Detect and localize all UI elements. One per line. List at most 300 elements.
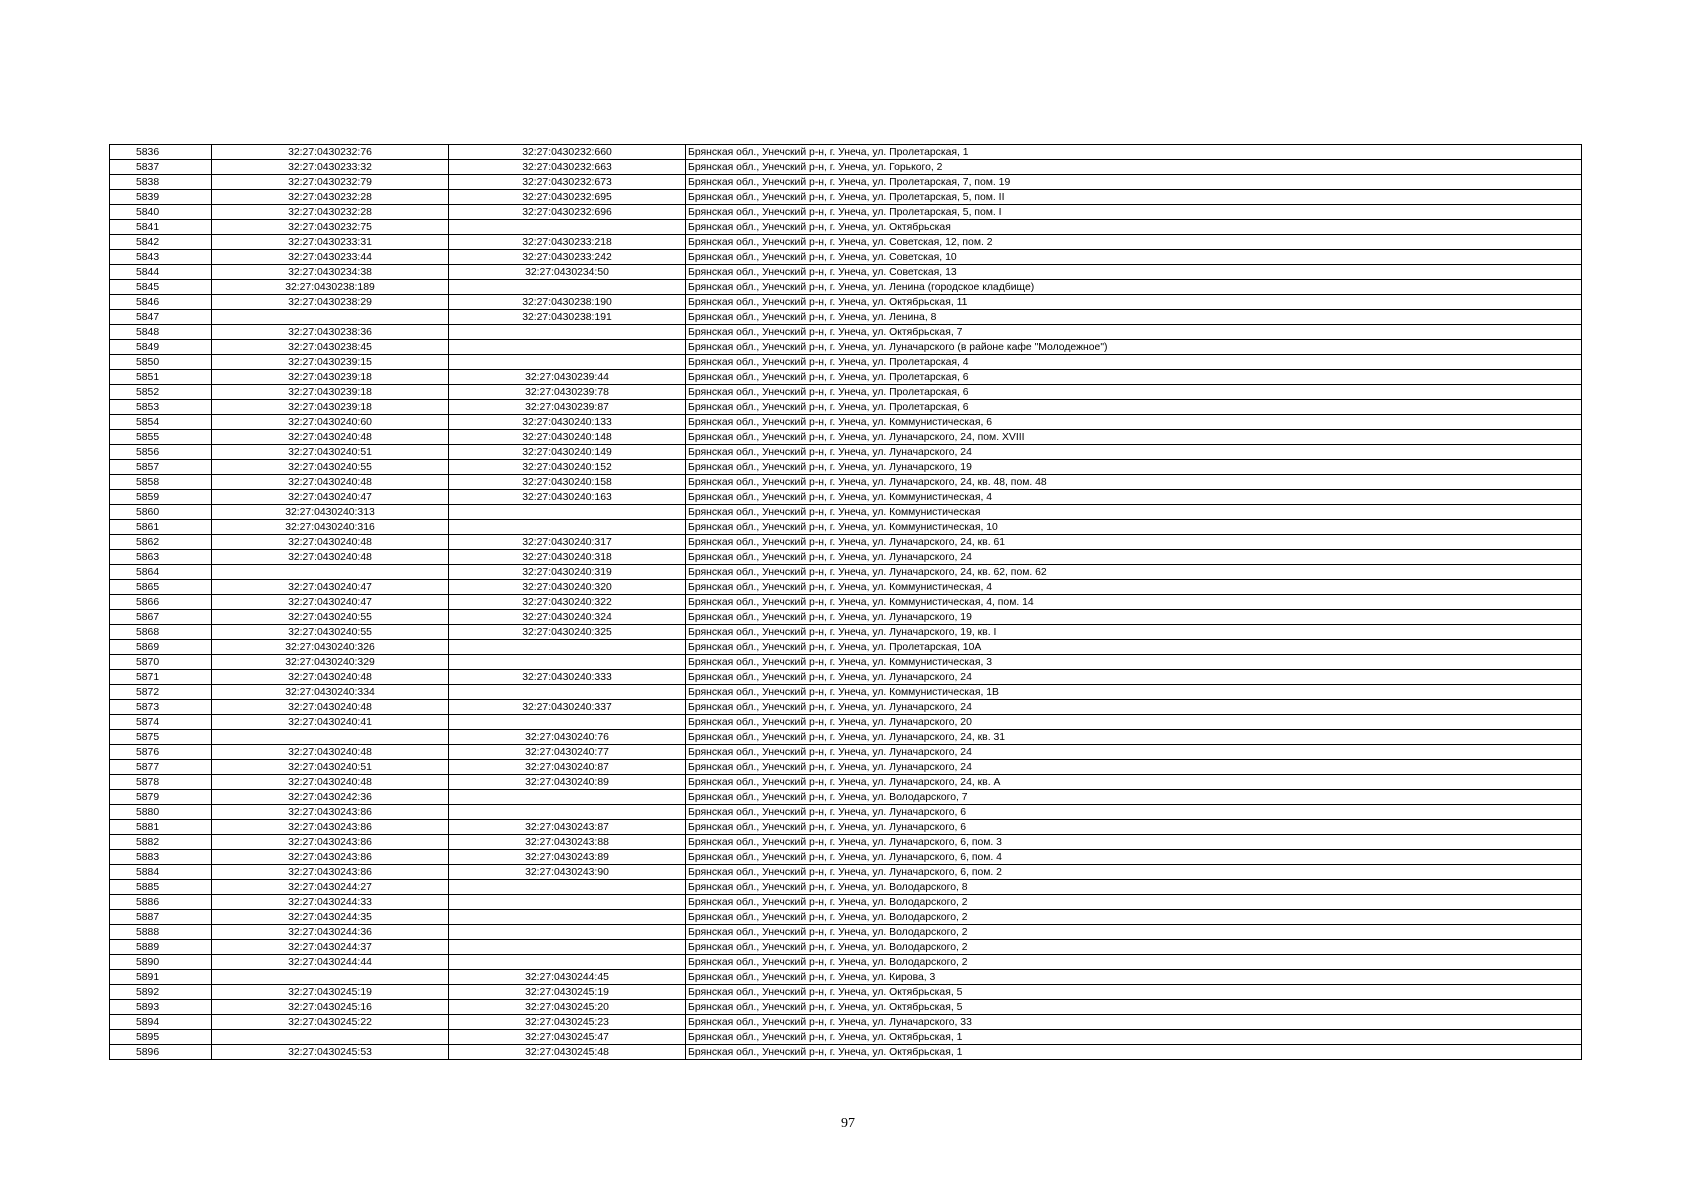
building-cadastral-number-cell [449,520,686,535]
address-cell: Брянская обл., Унечский р-н, г. Унеча, ул. Луначарского, 24, кв. 62, пом. 62 [686,565,1582,580]
table-row [110,490,1582,505]
row-number-cell: 5873 [110,700,212,715]
land-plot-cadastral-number-cell: 32:27:0430238:189 [212,280,449,295]
land-plot-cadastral-number-cell: 32:27:0430240:48 [212,430,449,445]
land-plot-cadastral-number-cell: 32:27:0430244:27 [212,880,449,895]
row-number-cell: 5880 [110,805,212,820]
address-cell: Брянская обл., Унечский р-н, г. Унеча, ул. Кирова, 3 [686,970,1582,985]
row-number-cell: 5871 [110,670,212,685]
row-number-cell: 5882 [110,835,212,850]
land-plot-cadastral-number-cell: 32:27:0430239:18 [212,370,449,385]
row-number-cell: 5889 [110,940,212,955]
building-cadastral-number-cell: 32:27:0430245:48 [449,1045,686,1060]
table-row [110,580,1582,595]
table-row [110,310,1582,325]
table-row [110,850,1582,865]
table-row [110,655,1582,670]
row-number-cell: 5893 [110,1000,212,1015]
row-number-cell: 5869 [110,640,212,655]
address-cell: Брянская обл., Унечский р-н, г. Унеча, ул. Володарского, 8 [686,880,1582,895]
land-plot-cadastral-number-cell [212,970,449,985]
row-number-cell: 5876 [110,745,212,760]
table-row [110,820,1582,835]
row-number-cell: 5870 [110,655,212,670]
row-number-cell: 5856 [110,445,212,460]
address-cell: Брянская обл., Унечский р-н, г. Унеча, ул. Коммунистическая, 10 [686,520,1582,535]
row-number-cell: 5874 [110,715,212,730]
address-cell: Брянская обл., Унечский р-н, г. Унеча, ул. Луначарского, 33 [686,1015,1582,1030]
address-cell: Брянская обл., Унечский р-н, г. Унеча, ул. Володарского, 2 [686,955,1582,970]
land-plot-cadastral-number-cell: 32:27:0430245:22 [212,1015,449,1030]
row-number-cell: 5868 [110,625,212,640]
building-cadastral-number-cell [449,355,686,370]
table-row [110,430,1582,445]
row-number-cell: 5851 [110,370,212,385]
table-row [110,805,1582,820]
land-plot-cadastral-number-cell: 32:27:0430240:48 [212,550,449,565]
building-cadastral-number-cell [449,505,686,520]
land-plot-cadastral-number-cell [212,310,449,325]
table-row [110,955,1582,970]
building-cadastral-number-cell: 32:27:0430240:317 [449,535,686,550]
land-plot-cadastral-number-cell: 32:27:0430240:51 [212,445,449,460]
table-row [110,925,1582,940]
address-cell: Брянская обл., Унечский р-н, г. Унеча, ул. Пролетарская, 4 [686,355,1582,370]
table-row [110,835,1582,850]
address-cell: Брянская обл., Унечский р-н, г. Унеча, ул. Луначарского, 19 [686,460,1582,475]
building-cadastral-number-cell: 32:27:0430232:660 [449,145,686,160]
address-cell: Брянская обл., Унечский р-н, г. Унеча, ул. Луначарского, 24 [686,745,1582,760]
table-row [110,370,1582,385]
table-row [110,505,1582,520]
row-number-cell: 5887 [110,910,212,925]
row-number-cell: 5845 [110,280,212,295]
land-plot-cadastral-number-cell: 32:27:0430243:86 [212,820,449,835]
table-row [110,610,1582,625]
row-number-cell: 5846 [110,295,212,310]
address-cell: Брянская обл., Унечский р-н, г. Унеча, ул. Октябрьская, 1 [686,1045,1582,1060]
row-number-cell: 5892 [110,985,212,1000]
land-plot-cadastral-number-cell: 32:27:0430232:76 [212,145,449,160]
building-cadastral-number-cell: 32:27:0430239:44 [449,370,686,385]
register-table [109,144,1582,1060]
table-row [110,280,1582,295]
row-number-cell: 5883 [110,850,212,865]
address-cell: Брянская обл., Унечский р-н, г. Унеча, ул. Советская, 10 [686,250,1582,265]
building-cadastral-number-cell [449,895,686,910]
building-cadastral-number-cell [449,925,686,940]
row-number-cell: 5860 [110,505,212,520]
address-cell: Брянская обл., Унечский р-н, г. Унеча, ул. Луначарского, 24, кв. 31 [686,730,1582,745]
address-cell: Брянская обл., Унечский р-н, г. Унеча, ул. Луначарского, 6, пом. 3 [686,835,1582,850]
land-plot-cadastral-number-cell: 32:27:0430232:75 [212,220,449,235]
building-cadastral-number-cell: 32:27:0430240:318 [449,550,686,565]
building-cadastral-number-cell [449,685,686,700]
land-plot-cadastral-number-cell: 32:27:0430240:60 [212,415,449,430]
table-row [110,550,1582,565]
row-number-cell: 5849 [110,340,212,355]
table-row [110,625,1582,640]
building-cadastral-number-cell: 32:27:0430240:77 [449,745,686,760]
address-cell: Брянская обл., Унечский р-н, г. Унеча, ул. Пролетарская, 5, пом. II [686,190,1582,205]
table-row [110,640,1582,655]
row-number-cell: 5841 [110,220,212,235]
address-cell: Брянская обл., Унечский р-н, г. Унеча, ул. Октябрьская, 7 [686,325,1582,340]
land-plot-cadastral-number-cell: 32:27:0430240:48 [212,535,449,550]
building-cadastral-number-cell [449,910,686,925]
table-row [110,250,1582,265]
address-cell: Брянская обл., Унечский р-н, г. Унеча, ул. Володарского, 2 [686,940,1582,955]
building-cadastral-number-cell [449,805,686,820]
table-row [110,1045,1582,1060]
address-cell: Брянская обл., Унечский р-н, г. Унеча, ул. Советская, 12, пом. 2 [686,235,1582,250]
address-cell: Брянская обл., Унечский р-н, г. Унеча, ул. Луначарского, 24 [686,550,1582,565]
address-cell: Брянская обл., Унечский р-н, г. Унеча, ул. Луначарского, 19 [686,610,1582,625]
building-cadastral-number-cell: 32:27:0430233:218 [449,235,686,250]
table-row [110,190,1582,205]
land-plot-cadastral-number-cell: 32:27:0430233:31 [212,235,449,250]
building-cadastral-number-cell: 32:27:0430243:90 [449,865,686,880]
land-plot-cadastral-number-cell: 32:27:0430240:48 [212,700,449,715]
building-cadastral-number-cell [449,340,686,355]
building-cadastral-number-cell [449,280,686,295]
row-number-cell: 5881 [110,820,212,835]
row-number-cell: 5885 [110,880,212,895]
address-cell: Брянская обл., Унечский р-н, г. Унеча, ул. Луначарского, 6 [686,820,1582,835]
address-cell: Брянская обл., Унечский р-н, г. Унеча, ул. Луначарского, 24 [686,670,1582,685]
row-number-cell: 5839 [110,190,212,205]
land-plot-cadastral-number-cell: 32:27:0430240:313 [212,505,449,520]
address-cell: Брянская обл., Унечский р-н, г. Унеча, ул. Коммунистическая, 6 [686,415,1582,430]
row-number-cell: 5866 [110,595,212,610]
building-cadastral-number-cell: 32:27:0430239:87 [449,400,686,415]
land-plot-cadastral-number-cell: 32:27:0430244:33 [212,895,449,910]
table-row [110,340,1582,355]
row-number-cell: 5861 [110,520,212,535]
land-plot-cadastral-number-cell: 32:27:0430240:55 [212,625,449,640]
land-plot-cadastral-number-cell: 32:27:0430238:45 [212,340,449,355]
row-number-cell: 5878 [110,775,212,790]
table-row [110,865,1582,880]
land-plot-cadastral-number-cell: 32:27:0430240:47 [212,595,449,610]
land-plot-cadastral-number-cell: 32:27:0430244:44 [212,955,449,970]
land-plot-cadastral-number-cell: 32:27:0430232:79 [212,175,449,190]
land-plot-cadastral-number-cell: 32:27:0430244:37 [212,940,449,955]
row-number-cell: 5865 [110,580,212,595]
land-plot-cadastral-number-cell: 32:27:0430240:48 [212,745,449,760]
address-cell: Брянская обл., Унечский р-н, г. Унеча, ул. Пролетарская, 6 [686,385,1582,400]
address-cell: Брянская обл., Унечский р-н, г. Унеча, ул. Луначарского, 24, кв. 48, пом. 48 [686,475,1582,490]
land-plot-cadastral-number-cell: 32:27:0430240:326 [212,640,449,655]
address-cell: Брянская обл., Унечский р-н, г. Унеча, ул. Луначарского, 24, пом. XVIII [686,430,1582,445]
land-plot-cadastral-number-cell: 32:27:0430240:48 [212,670,449,685]
table-row [110,970,1582,985]
row-number-cell: 5857 [110,460,212,475]
land-plot-cadastral-number-cell: 32:27:0430245:19 [212,985,449,1000]
table-row [110,460,1582,475]
row-number-cell: 5867 [110,610,212,625]
table-row [110,880,1582,895]
address-cell: Брянская обл., Унечский р-н, г. Унеча, ул. Коммунистическая, 1В [686,685,1582,700]
building-cadastral-number-cell: 32:27:0430239:78 [449,385,686,400]
table-row [110,265,1582,280]
land-plot-cadastral-number-cell [212,730,449,745]
building-cadastral-number-cell [449,325,686,340]
row-number-cell: 5840 [110,205,212,220]
row-number-cell: 5844 [110,265,212,280]
building-cadastral-number-cell: 32:27:0430240:337 [449,700,686,715]
table-row [110,1030,1582,1045]
address-cell: Брянская обл., Унечский р-н, г. Унеча, ул. Володарского, 2 [686,910,1582,925]
table-row [110,760,1582,775]
row-number-cell: 5891 [110,970,212,985]
land-plot-cadastral-number-cell: 32:27:0430240:47 [212,490,449,505]
table-row [110,535,1582,550]
table-row [110,520,1582,535]
land-plot-cadastral-number-cell: 32:27:0430240:48 [212,475,449,490]
address-cell: Брянская обл., Унечский р-н, г. Унеча, ул. Луначарского, 20 [686,715,1582,730]
land-plot-cadastral-number-cell: 32:27:0430240:329 [212,655,449,670]
address-cell: Брянская обл., Унечский р-н, г. Унеча, ул. Пролетарская, 7, пом. 19 [686,175,1582,190]
address-cell: Брянская обл., Унечский р-н, г. Унеча, ул. Октябрьская, 1 [686,1030,1582,1045]
row-number-cell: 5842 [110,235,212,250]
land-plot-cadastral-number-cell: 32:27:0430233:44 [212,250,449,265]
building-cadastral-number-cell: 32:27:0430240:133 [449,415,686,430]
building-cadastral-number-cell: 32:27:0430238:191 [449,310,686,325]
land-plot-cadastral-number-cell: 32:27:0430240:51 [212,760,449,775]
building-cadastral-number-cell [449,940,686,955]
table-row [110,985,1582,1000]
row-number-cell: 5838 [110,175,212,190]
land-plot-cadastral-number-cell: 32:27:0430243:86 [212,805,449,820]
land-plot-cadastral-number-cell: 32:27:0430240:55 [212,460,449,475]
table-row [110,910,1582,925]
land-plot-cadastral-number-cell: 32:27:0430244:36 [212,925,449,940]
building-cadastral-number-cell: 32:27:0430240:163 [449,490,686,505]
building-cadastral-number-cell [449,955,686,970]
address-cell: Брянская обл., Унечский р-н, г. Унеча, ул. Луначарского, 6, пом. 2 [686,865,1582,880]
building-cadastral-number-cell: 32:27:0430245:23 [449,1015,686,1030]
table-row [110,700,1582,715]
land-plot-cadastral-number-cell: 32:27:0430240:47 [212,580,449,595]
building-cadastral-number-cell: 32:27:0430240:148 [449,430,686,445]
land-plot-cadastral-number-cell: 32:27:0430240:316 [212,520,449,535]
building-cadastral-number-cell: 32:27:0430245:20 [449,1000,686,1015]
row-number-cell: 5859 [110,490,212,505]
table-row [110,205,1582,220]
land-plot-cadastral-number-cell: 32:27:0430239:18 [212,385,449,400]
land-plot-cadastral-number-cell: 32:27:0430243:86 [212,850,449,865]
address-cell: Брянская обл., Унечский р-н, г. Унеча, ул. Володарского, 7 [686,790,1582,805]
table-row [110,790,1582,805]
address-cell: Брянская обл., Унечский р-н, г. Унеча, ул. Луначарского, 24 [686,760,1582,775]
table-row [110,415,1582,430]
row-number-cell: 5877 [110,760,212,775]
address-cell: Брянская обл., Унечский р-н, г. Унеча, ул. Ленина (городское кладбище) [686,280,1582,295]
building-cadastral-number-cell: 32:27:0430240:158 [449,475,686,490]
land-plot-cadastral-number-cell: 32:27:0430232:28 [212,190,449,205]
land-plot-cadastral-number-cell: 32:27:0430244:35 [212,910,449,925]
row-number-cell: 5896 [110,1045,212,1060]
row-number-cell: 5863 [110,550,212,565]
address-cell: Брянская обл., Унечский р-н, г. Унеча, ул. Горького, 2 [686,160,1582,175]
building-cadastral-number-cell: 32:27:0430243:88 [449,835,686,850]
land-plot-cadastral-number-cell: 32:27:0430240:334 [212,685,449,700]
row-number-cell: 5843 [110,250,212,265]
row-number-cell: 5852 [110,385,212,400]
building-cadastral-number-cell: 32:27:0430240:333 [449,670,686,685]
row-number-cell: 5836 [110,145,212,160]
row-number-cell: 5888 [110,925,212,940]
building-cadastral-number-cell: 32:27:0430243:89 [449,850,686,865]
land-plot-cadastral-number-cell: 32:27:0430243:86 [212,835,449,850]
land-plot-cadastral-number-cell: 32:27:0430238:29 [212,295,449,310]
address-cell: Брянская обл., Унечский р-н, г. Унеча, ул. Луначарского (в районе кафе "Молодежное") [686,340,1582,355]
building-cadastral-number-cell: 32:27:0430245:19 [449,985,686,1000]
building-cadastral-number-cell [449,640,686,655]
table-row [110,445,1582,460]
table-row [110,400,1582,415]
table-row [110,595,1582,610]
address-cell: Брянская обл., Унечский р-н, г. Унеча, ул. Луначарского, 19, кв. I [686,625,1582,640]
row-number-cell: 5862 [110,535,212,550]
land-plot-cadastral-number-cell: 32:27:0430245:16 [212,1000,449,1015]
row-number-cell: 5853 [110,400,212,415]
address-cell: Брянская обл., Унечский р-н, г. Унеча, ул. Коммунистическая, 4 [686,490,1582,505]
building-cadastral-number-cell: 32:27:0430238:190 [449,295,686,310]
address-cell: Брянская обл., Унечский р-н, г. Унеча, ул. Пролетарская, 6 [686,370,1582,385]
address-cell: Брянская обл., Унечский р-н, г. Унеча, ул. Коммунистическая, 4, пом. 14 [686,595,1582,610]
address-cell: Брянская обл., Унечский р-н, г. Унеча, ул. Луначарского, 24 [686,700,1582,715]
row-number-cell: 5886 [110,895,212,910]
table-row [110,565,1582,580]
row-number-cell: 5848 [110,325,212,340]
table-row [110,475,1582,490]
land-plot-cadastral-number-cell: 32:27:0430245:53 [212,1045,449,1060]
building-cadastral-number-cell: 32:27:0430240:149 [449,445,686,460]
building-cadastral-number-cell: 32:27:0430233:242 [449,250,686,265]
address-cell: Брянская обл., Унечский р-н, г. Унеча, ул. Володарского, 2 [686,895,1582,910]
row-number-cell: 5850 [110,355,212,370]
address-cell: Брянская обл., Унечский р-н, г. Унеча, ул. Луначарского, 24, кв. А [686,775,1582,790]
building-cadastral-number-cell: 32:27:0430243:87 [449,820,686,835]
address-cell: Брянская обл., Унечский р-н, г. Унеча, ул. Володарского, 2 [686,925,1582,940]
address-cell: Брянская обл., Унечский р-н, г. Унеча, ул. Коммунистическая, 3 [686,655,1582,670]
land-plot-cadastral-number-cell: 32:27:0430243:86 [212,865,449,880]
building-cadastral-number-cell: 32:27:0430240:325 [449,625,686,640]
building-cadastral-number-cell: 32:27:0430245:47 [449,1030,686,1045]
table-row [110,385,1582,400]
building-cadastral-number-cell: 32:27:0430232:663 [449,160,686,175]
address-cell: Брянская обл., Унечский р-н, г. Унеча, ул. Луначарского, 24 [686,445,1582,460]
address-cell: Брянская обл., Унечский р-н, г. Унеча, ул. Октябрьская, 5 [686,1000,1582,1015]
land-plot-cadastral-number-cell: 32:27:0430234:38 [212,265,449,280]
address-cell: Брянская обл., Унечский р-н, г. Унеча, ул. Октябрьская, 11 [686,295,1582,310]
table-row [110,175,1582,190]
building-cadastral-number-cell: 32:27:0430240:87 [449,760,686,775]
row-number-cell: 5854 [110,415,212,430]
building-cadastral-number-cell: 32:27:0430240:322 [449,595,686,610]
row-number-cell: 5895 [110,1030,212,1045]
table-row [110,670,1582,685]
building-cadastral-number-cell: 32:27:0430240:320 [449,580,686,595]
building-cadastral-number-cell: 32:27:0430240:324 [449,610,686,625]
row-number-cell: 5837 [110,160,212,175]
land-plot-cadastral-number-cell [212,1030,449,1045]
address-cell: Брянская обл., Унечский р-н, г. Унеча, ул. Пролетарская, 5, пом. I [686,205,1582,220]
row-number-cell: 5858 [110,475,212,490]
register-table-body [110,145,1582,1060]
table-row [110,685,1582,700]
building-cadastral-number-cell [449,790,686,805]
building-cadastral-number-cell [449,880,686,895]
building-cadastral-number-cell: 32:27:0430240:76 [449,730,686,745]
address-cell: Брянская обл., Унечский р-н, г. Унеча, ул. Ленина, 8 [686,310,1582,325]
land-plot-cadastral-number-cell: 32:27:0430238:36 [212,325,449,340]
table-row [110,775,1582,790]
building-cadastral-number-cell: 32:27:0430232:673 [449,175,686,190]
row-number-cell: 5879 [110,790,212,805]
building-cadastral-number-cell [449,655,686,670]
land-plot-cadastral-number-cell: 32:27:0430240:41 [212,715,449,730]
row-number-cell: 5875 [110,730,212,745]
row-number-cell: 5890 [110,955,212,970]
building-cadastral-number-cell [449,715,686,730]
address-cell: Брянская обл., Унечский р-н, г. Унеча, ул. Коммунистическая, 4 [686,580,1582,595]
page-number: 97 [841,1116,855,1131]
building-cadastral-number-cell: 32:27:0430240:89 [449,775,686,790]
address-cell: Брянская обл., Унечский р-н, г. Унеча, ул. Луначарского, 24, кв. 61 [686,535,1582,550]
table-row [110,730,1582,745]
land-plot-cadastral-number-cell: 32:27:0430240:48 [212,775,449,790]
row-number-cell: 5894 [110,1015,212,1030]
building-cadastral-number-cell: 32:27:0430244:45 [449,970,686,985]
building-cadastral-number-cell: 32:27:0430232:696 [449,205,686,220]
table-row [110,745,1582,760]
table-row [110,220,1582,235]
table-row [110,355,1582,370]
address-cell: Брянская обл., Унечский р-н, г. Унеча, ул. Октябрьская, 5 [686,985,1582,1000]
building-cadastral-number-cell: 32:27:0430240:152 [449,460,686,475]
land-plot-cadastral-number-cell: 32:27:0430240:55 [212,610,449,625]
address-cell: Брянская обл., Унечский р-н, г. Унеча, ул. Луначарского, 6, пом. 4 [686,850,1582,865]
table-row [110,715,1582,730]
row-number-cell: 5847 [110,310,212,325]
land-plot-cadastral-number-cell: 32:27:0430239:15 [212,355,449,370]
land-plot-cadastral-number-cell: 32:27:0430233:32 [212,160,449,175]
building-cadastral-number-cell [449,220,686,235]
table-row [110,325,1582,340]
address-cell: Брянская обл., Унечский р-н, г. Унеча, ул. Пролетарская, 6 [686,400,1582,415]
row-number-cell: 5855 [110,430,212,445]
row-number-cell: 5872 [110,685,212,700]
address-cell: Брянская обл., Унечский р-н, г. Унеча, ул. Пролетарская, 1 [686,145,1582,160]
address-cell: Брянская обл., Унечский р-н, г. Унеча, ул. Советская, 13 [686,265,1582,280]
table-row [110,235,1582,250]
land-plot-cadastral-number-cell: 32:27:0430239:18 [212,400,449,415]
building-cadastral-number-cell: 32:27:0430234:50 [449,265,686,280]
address-cell: Брянская обл., Унечский р-н, г. Унеча, ул. Пролетарская, 10А [686,640,1582,655]
address-cell: Брянская обл., Унечский р-н, г. Унеча, ул. Октябрьская [686,220,1582,235]
row-number-cell: 5864 [110,565,212,580]
building-cadastral-number-cell: 32:27:0430232:695 [449,190,686,205]
address-cell: Брянская обл., Унечский р-н, г. Унеча, ул. Луначарского, 6 [686,805,1582,820]
table-row [110,1015,1582,1030]
table-row [110,1000,1582,1015]
row-number-cell: 5884 [110,865,212,880]
table-row [110,940,1582,955]
table-row [110,295,1582,310]
